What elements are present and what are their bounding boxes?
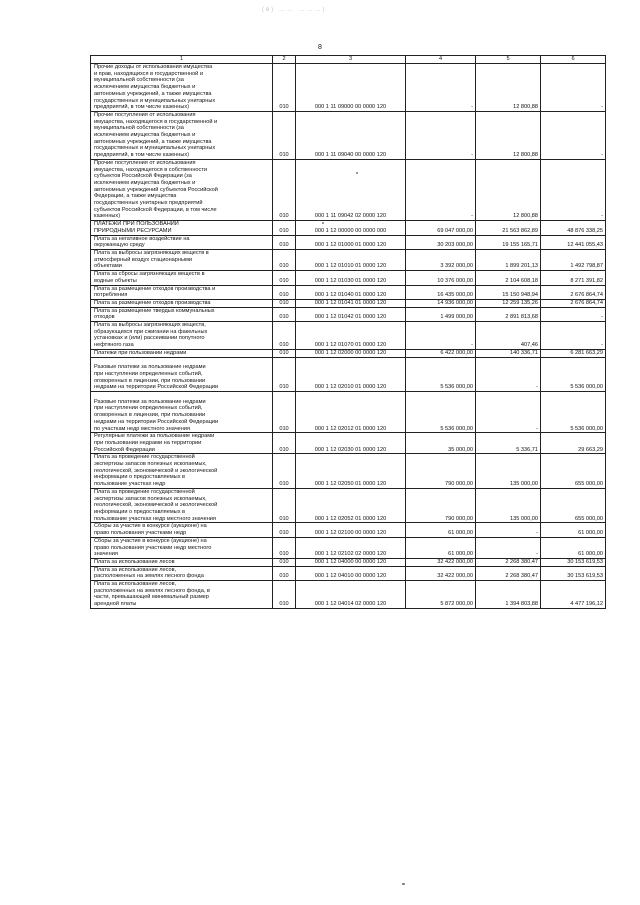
row-remainder-amount: 48 876 338,25: [541, 221, 606, 235]
row-approved-amount: -: [406, 159, 476, 220]
table-row: [91, 235, 606, 249]
row-remainder-amount: 30 153 619,53: [541, 558, 606, 566]
row-approved-amount: -: [406, 64, 476, 112]
table-row: [91, 299, 606, 307]
row-executed-amount: 1 899 201,13: [476, 249, 541, 270]
row-budget-code: 000 1 12 01010 01 0000 120: [296, 249, 406, 270]
row-remainder-amount: -: [541, 159, 606, 220]
row-name: Сборы за участие в конкурсе (аукционе) на право пользования участками недр местного значения: [91, 537, 273, 558]
table-row: [91, 64, 606, 112]
row-line-code: 010: [273, 249, 296, 270]
row-line-code: 010: [273, 537, 296, 558]
row-name: Плата за использование лесов: [91, 558, 273, 566]
row-executed-amount: 21 563 862,89: [476, 221, 541, 235]
row-line-code: 010: [273, 307, 296, 321]
row-remainder-amount: -: [541, 111, 606, 159]
row-remainder-amount: 655 000,00: [541, 454, 606, 489]
row-budget-code: 000 1 12 02012 01 0000 120: [296, 392, 406, 433]
row-budget-code: 000 1 12 01042 01 0000 120: [296, 307, 406, 321]
row-executed-amount: 5 336,71: [476, 433, 541, 454]
row-budget-code: 000 1 12 02100 00 0000 120: [296, 523, 406, 537]
row-name: Плата за использование лесов, расположенных на землях лесного фонда: [91, 566, 273, 580]
header-col-3: 3: [296, 56, 406, 64]
row-name: Плата за проведение государственной экспертизы запасов полезных ископаемых, геологической, экономической и экологической информации о предоставляемых в пользование участках недр местного значения: [91, 488, 273, 523]
row-name: Плата за размещение твердых коммунальных отходов: [91, 307, 273, 321]
row-line-code: 010: [273, 523, 296, 537]
row-remainder-amount: 30 153 619,53: [541, 566, 606, 580]
row-budget-code: 000 1 11 09042 02 0000 120: [296, 159, 406, 220]
row-line-code: 010: [273, 581, 296, 609]
row-remainder-amount: 1 492 798,87: [541, 249, 606, 270]
row-approved-amount: 790 000,00: [406, 454, 476, 489]
row-executed-amount: 12 800,88: [476, 64, 541, 112]
row-line-code: 010: [273, 299, 296, 307]
row-name: Платежи при пользовании недрами: [91, 349, 273, 357]
row-name: Прочие поступления от использования имущества, находящегося в собственности субъектов Российской Федерации (за исключением имущества бюджетных и автономных учреждений субъектов Российской Федерации, а также имущества государственных унитарных предприятий субъектов Российской Федерации, в том числе казенных): [91, 159, 273, 220]
row-approved-amount: -: [406, 322, 476, 350]
row-remainder-amount: 5 536 000,00: [541, 392, 606, 433]
header-col-2: 2: [273, 56, 296, 64]
row-budget-code: 000 1 12 01070 01 0000 120: [296, 322, 406, 350]
row-remainder-amount: 29 663,29: [541, 433, 606, 454]
table-row: [91, 523, 606, 537]
row-remainder-amount: 6 281 663,29: [541, 349, 606, 357]
row-line-code: 010: [273, 285, 296, 299]
table-row: [91, 271, 606, 285]
row-executed-amount: 135 000,00: [476, 488, 541, 523]
row-executed-amount: 407,46: [476, 322, 541, 350]
row-executed-amount: 19 155 165,71: [476, 235, 541, 249]
row-name: Плата за выбросы загрязняющих веществ в атмосферный воздух стационарными объектами: [91, 249, 273, 270]
row-name: Прочие поступления от использования имущества, находящегося в государственной и муниципальной собственности (за исключением имущества бюджетных и автономных учреждений, а также имущества государственных и муниципальных унитарных предприятий, в том числе казенных): [91, 111, 273, 159]
row-remainder-amount: -: [541, 322, 606, 350]
row-budget-code: 000 1 12 02000 00 0000 120: [296, 349, 406, 357]
scan-speck: [402, 883, 405, 885]
row-executed-amount: 2 268 380,47: [476, 566, 541, 580]
row-name: Плата за использование лесов, расположенных на землях лесного фонда, в части, превышающей минимальный размер арендной платы: [91, 581, 273, 609]
row-name: Прочие доходы от использования имущества и прав, находящихся в государственной и муниципальной собственности (за исключением имущества бюджетных и автономных учреждений, а также имущества государственных и муниципальных унитарных предприятий, в том числе казенных): [91, 64, 273, 112]
row-budget-code: 000 1 12 04000 00 0000 120: [296, 558, 406, 566]
row-name: Регулярные платежи за пользование недрами при пользовании недрами на территории Российской Федерации: [91, 433, 273, 454]
row-name: Плата за размещение отходов производства: [91, 299, 273, 307]
row-remainder-amount: 2 676 864,74: [541, 299, 606, 307]
row-line-code: 010: [273, 159, 296, 220]
row-remainder-amount: 61 000,00: [541, 537, 606, 558]
row-executed-amount: 1 394 803,88: [476, 581, 541, 609]
row-line-code: 010: [273, 322, 296, 350]
row-executed-amount: 2 104 608,18: [476, 271, 541, 285]
row-executed-amount: 12 800,88: [476, 111, 541, 159]
table-row: [91, 581, 606, 609]
row-remainder-amount: 4 477 196,12: [541, 581, 606, 609]
row-name: Плата за проведение государственной экспертизы запасов полезных ископаемых, геологической, экономической и экологической информации о предоставляемых в пользование участках недр: [91, 454, 273, 489]
header-col-6: 6: [541, 56, 606, 64]
row-approved-amount: 61 000,00: [406, 523, 476, 537]
row-name: Сборы за участие в конкурсе (аукционе) на право пользования участками недр: [91, 523, 273, 537]
row-approved-amount: -: [406, 111, 476, 159]
row-budget-code: 000 1 12 01000 01 0000 120: [296, 235, 406, 249]
row-approved-amount: 6 422 000,00: [406, 349, 476, 357]
table-row: [91, 488, 606, 523]
row-executed-amount: 12 259 135,26: [476, 299, 541, 307]
row-approved-amount: 35 000,00: [406, 433, 476, 454]
header-col-1: 1: [91, 56, 273, 64]
row-executed-amount: 140 336,71: [476, 349, 541, 357]
row-line-code: 010: [273, 349, 296, 357]
table-row: [91, 392, 606, 433]
row-approved-amount: 30 203 000,00: [406, 235, 476, 249]
row-remainder-amount: 61 000,00: [541, 523, 606, 537]
row-executed-amount: -: [476, 392, 541, 433]
header-col-5: 5: [476, 56, 541, 64]
row-approved-amount: 32 422 000,00: [406, 558, 476, 566]
row-approved-amount: 1 499 000,00: [406, 307, 476, 321]
row-approved-amount: 14 936 000,00: [406, 299, 476, 307]
row-budget-code: 000 1 11 09040 00 0000 120: [296, 111, 406, 159]
income-report-table: [90, 55, 606, 609]
row-approved-amount: 5 536 000,00: [406, 392, 476, 433]
row-executed-amount: -: [476, 537, 541, 558]
table-row: [91, 454, 606, 489]
row-executed-amount: 2 268 380,47: [476, 558, 541, 566]
row-approved-amount: 790 000,00: [406, 488, 476, 523]
row-approved-amount: 3 392 000,00: [406, 249, 476, 270]
row-executed-amount: 135 000,00: [476, 454, 541, 489]
row-remainder-amount: -: [541, 307, 606, 321]
row-line-code: 010: [273, 566, 296, 580]
row-remainder-amount: 5 536 000,00: [541, 357, 606, 392]
table-row: [91, 537, 606, 558]
table-row: [91, 349, 606, 357]
row-approved-amount: 10 376 000,00: [406, 271, 476, 285]
scan-mark: (в) …… ………): [262, 7, 327, 13]
row-line-code: 010: [273, 454, 296, 489]
table-row: [91, 307, 606, 321]
row-budget-code: 000 1 12 01040 01 0000 120: [296, 285, 406, 299]
row-name: Разовые платежи за пользование недрами при наступлении определенных событий, оговоренных в лицензии, при пользовании недрами на территории Российской Федерации: [91, 357, 273, 392]
row-line-code: 010: [273, 558, 296, 566]
table-row: [91, 322, 606, 350]
table-row: [91, 558, 606, 566]
table-row: [91, 159, 606, 220]
header-col-4: 4: [406, 56, 476, 64]
row-budget-code: 000 1 12 02010 01 0000 120: [296, 357, 406, 392]
table-row: [91, 357, 606, 392]
row-executed-amount: 12 800,88: [476, 159, 541, 220]
row-remainder-amount: 2 676 864,74: [541, 285, 606, 299]
table-row: [91, 221, 606, 235]
row-name: Плата за негативное воздействие на окружающую среду: [91, 235, 273, 249]
row-remainder-amount: -: [541, 64, 606, 112]
table-row: [91, 285, 606, 299]
row-approved-amount: 61 000,00: [406, 537, 476, 558]
row-line-code: 010: [273, 433, 296, 454]
row-budget-code: 000 1 12 02052 01 0000 120: [296, 488, 406, 523]
row-budget-code: 000 1 12 01030 01 0000 120: [296, 271, 406, 285]
row-line-code: 010: [273, 111, 296, 159]
row-name: ПЛАТЕЖИ ПРИ ПОЛЬЗОВАНИИ ПРИРОДНЫМИ РЕСУРСАМИ: [91, 221, 273, 235]
row-executed-amount: -: [476, 523, 541, 537]
row-name: Плата за размещение отходов производства и потребления: [91, 285, 273, 299]
row-line-code: 010: [273, 221, 296, 235]
row-budget-code: 000 1 12 00000 00 0000 000: [296, 221, 406, 235]
row-line-code: 010: [273, 392, 296, 433]
row-executed-amount: 2 891 813,68: [476, 307, 541, 321]
row-budget-code: 000 1 11 09000 00 0000 120: [296, 64, 406, 112]
row-name: Плата за сбросы загрязняющих веществ в водные объекты: [91, 271, 273, 285]
table-row: [91, 433, 606, 454]
row-budget-code: 000 1 12 02050 01 0000 120: [296, 454, 406, 489]
row-approved-amount: 69 047 000,00: [406, 221, 476, 235]
row-executed-amount: 15 150 948,94: [476, 285, 541, 299]
row-budget-code: 000 1 12 01041 01 0000 120: [296, 299, 406, 307]
table-row: [91, 249, 606, 270]
row-budget-code: 000 1 12 02102 02 0000 120: [296, 537, 406, 558]
row-line-code: 010: [273, 64, 296, 112]
row-approved-amount: 5 872 000,00: [406, 581, 476, 609]
row-remainder-amount: 8 271 391,82: [541, 271, 606, 285]
page-number: 8: [318, 44, 322, 51]
row-budget-code: 000 1 12 04010 00 0000 120: [296, 566, 406, 580]
row-approved-amount: 16 435 000,00: [406, 285, 476, 299]
row-approved-amount: 5 536 000,00: [406, 357, 476, 392]
table-row: [91, 566, 606, 580]
row-approved-amount: 32 422 000,00: [406, 566, 476, 580]
row-line-code: 010: [273, 235, 296, 249]
row-line-code: 010: [273, 488, 296, 523]
row-budget-code: 000 1 12 02030 01 0000 120: [296, 433, 406, 454]
row-line-code: 010: [273, 357, 296, 392]
table-row: [91, 111, 606, 159]
row-name: Плата за выбросы загрязняющих веществ, образующихся при сжигании на факельных установках и (или) рассеивании попутного нефтяного газа: [91, 322, 273, 350]
row-budget-code: 000 1 12 04014 02 0000 120: [296, 581, 406, 609]
row-line-code: 010: [273, 271, 296, 285]
row-name: Разовые платежи за пользование недрами при наступлении определенных событий, оговоренных в лицензии, при пользовании недрами на территории Российской Федерации по участкам недр местного значения: [91, 392, 273, 433]
table-header-row: [91, 56, 606, 64]
row-executed-amount: -: [476, 357, 541, 392]
row-remainder-amount: 655 000,00: [541, 488, 606, 523]
row-remainder-amount: 12 441 055,43: [541, 235, 606, 249]
